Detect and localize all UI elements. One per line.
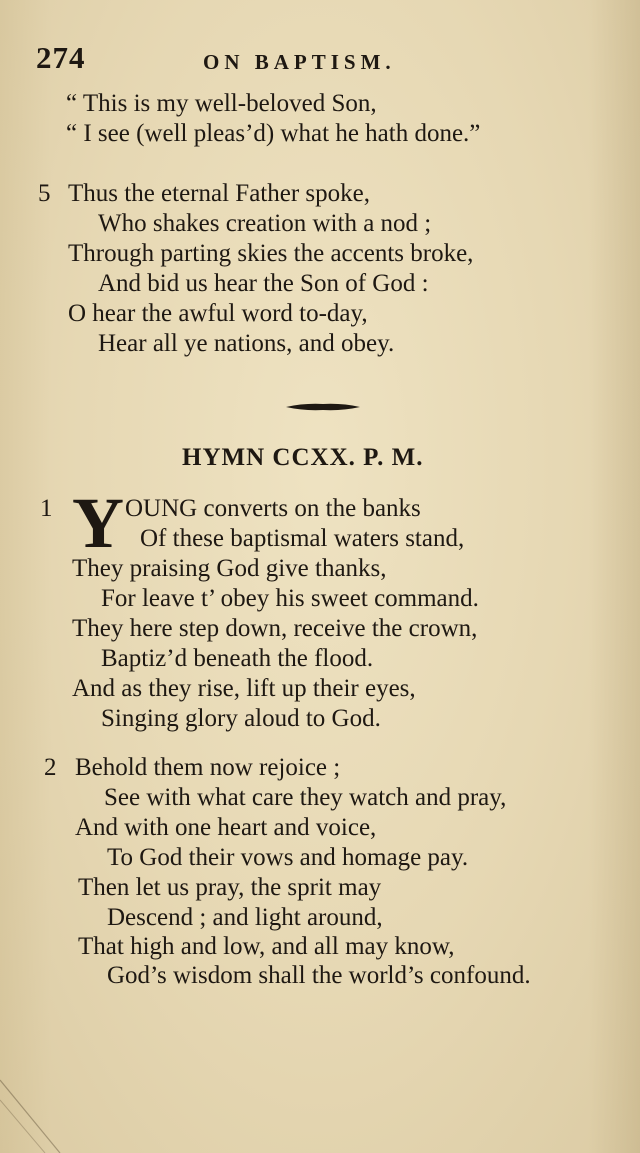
page-number: 274 — [36, 40, 86, 75]
stanza-line: They praising God give thanks, — [72, 555, 387, 582]
stanza-line: They here step down, receive the crown, — [72, 615, 478, 642]
stanza-line: God’s wisdom shall the world’s confound. — [107, 962, 531, 989]
verse-number: 5 — [38, 180, 51, 207]
stanza-line: Baptiz’d beneath the flood. — [101, 645, 374, 672]
stanza-line: That high and low, and all may know, — [78, 933, 455, 960]
stanza-line: And as they rise, lift up their eyes, — [72, 675, 416, 702]
stanza-line: Of these baptismal waters stand, — [140, 525, 465, 552]
stanza-first-line — [125, 494, 421, 524]
stanza-line: Then let us pray, the sprit may — [78, 874, 382, 901]
stanza-line: For leave t’ obey his sweet command. — [101, 585, 479, 612]
verse-line: O hear the awful word to-day, — [68, 300, 368, 327]
verse-line: Who shakes creation with a nod ; — [98, 210, 432, 237]
verse-line: Hear all ye nations, and obey. — [98, 330, 395, 357]
first-line-rest: converts on the banks — [197, 495, 421, 522]
first-word-rest: OUNG — [125, 495, 198, 522]
stanza-number: 1 — [40, 495, 53, 522]
verse-line: Through parting skies the accents broke, — [68, 240, 474, 267]
stanza-line: Descend ; and light around, — [107, 904, 383, 931]
running-title: ON BAPTISM. — [203, 50, 396, 74]
verse-line: And bid us hear the Son of God : — [98, 270, 429, 297]
drop-capital: Y — [72, 483, 124, 563]
stanza-line: Singing glory aloud to God. — [101, 705, 381, 732]
continuation-line: “ I see (well pleas’d) what he hath done.” — [66, 120, 481, 147]
hymn-title: HYMN CCXX. P. M. — [182, 444, 424, 471]
stanza-line: See with what care they watch and pray, — [104, 784, 507, 811]
ornamental-rule — [286, 402, 360, 412]
stanza-number: 2 — [44, 754, 57, 781]
page-corner-crease — [0, 1060, 120, 1153]
stanza-line: To God their vows and homage pay. — [107, 844, 469, 871]
continuation-line: “ This is my well-beloved Son, — [66, 90, 377, 117]
stanza-line: And with one heart and voice, — [75, 814, 377, 841]
stanza-line: Behold them now rejoice ; — [75, 754, 341, 781]
verse-line: Thus the eternal Father spoke, — [68, 180, 370, 207]
